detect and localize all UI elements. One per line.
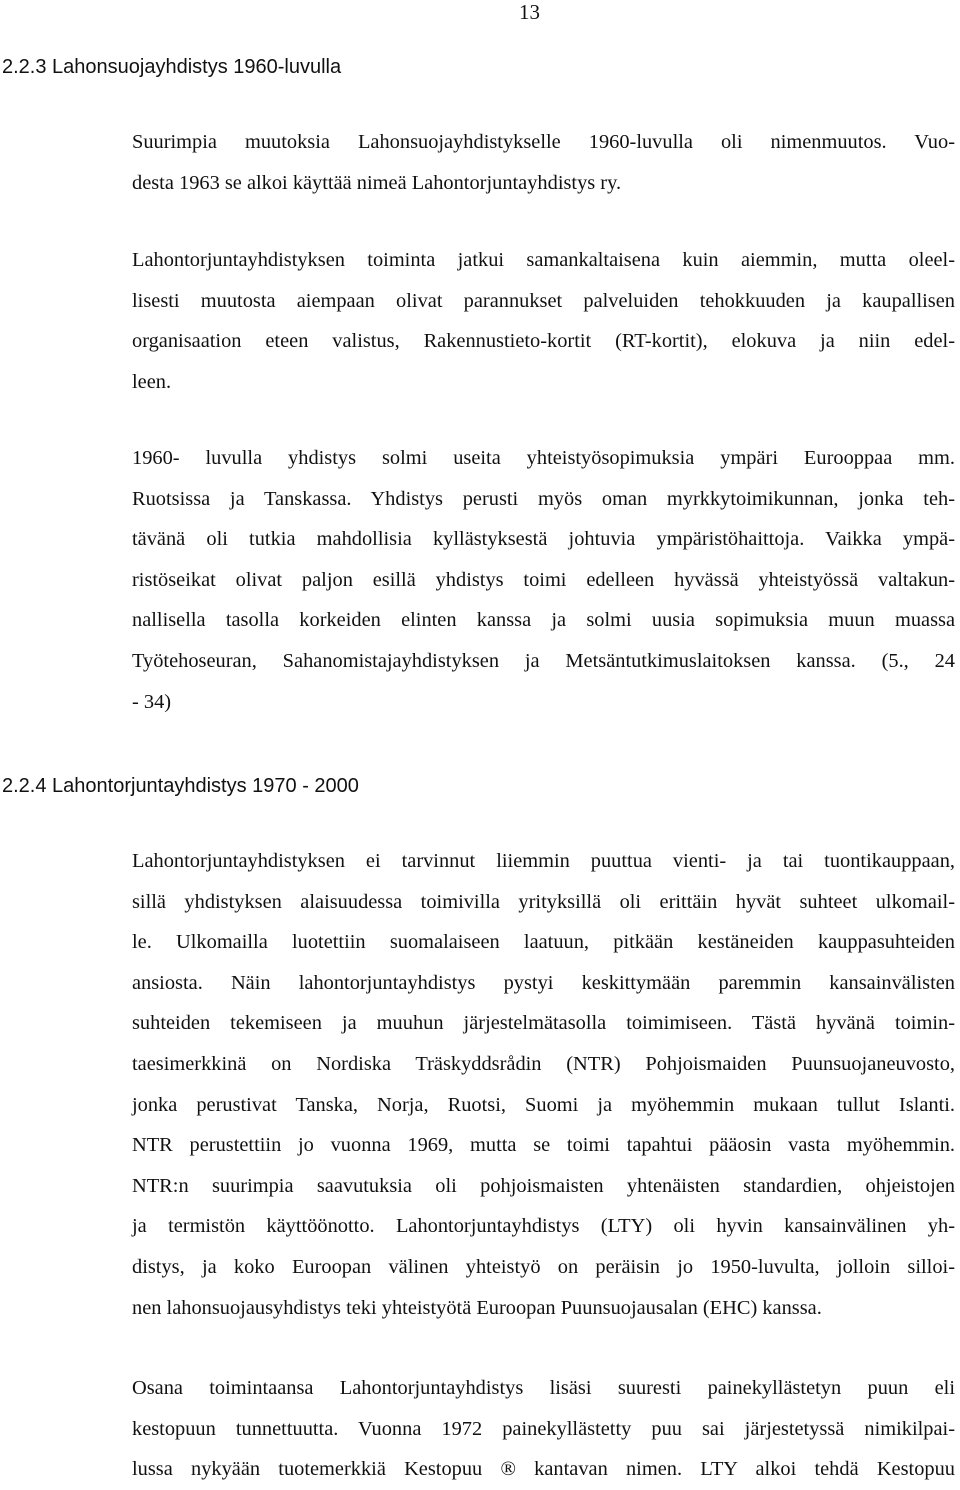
paragraph: [132, 122, 955, 203]
text-line: ja termistön käyttöönotto. Lahontorjuntayhdistys (LTY) oli hyvin kansainvälinen yh-: [132, 1215, 955, 1238]
section-heading-2-2-3: 2.2.3 Lahonsuojayhdistys 1960-luvulla: [2, 56, 342, 78]
text-line: organisaation eteen valistus, Rakennustieto-kortit (RT-kortit), elokuva ja niin edel-: [132, 330, 955, 353]
text-line: - 34): [132, 690, 172, 713]
page-number: 13: [519, 0, 540, 24]
text-line: ristöseikat olivat paljon esillä yhdistys toimi edelleen hyvässä yhteistyössä valtakun-: [132, 568, 955, 591]
text-line: jonka perustivat Tanska, Norja, Ruotsi, Suomi ja myöhemmin mukaan tullut Islanti.: [132, 1093, 955, 1116]
paragraph: [132, 438, 955, 722]
text-line: lussa nykyään tuotemerkkiä Kestopuu ® kantavan nimen. LTY alkoi tehdä Kestopuu: [132, 1458, 955, 1481]
text-line: ansiosta. Näin lahontorjuntayhdistys pystyi keskittymään paremmin kansainvälisten: [132, 971, 955, 994]
text-line: 1960- luvulla yhdistys solmi useita yhteistyösopimuksia ympäri Eurooppaa mm.: [132, 447, 955, 469]
text-line: sillä yhdistyksen alaisuudessa toimivilla yrityksillä oli erittäin hyvät suhteet ulkomail-: [132, 890, 955, 913]
text-line: Työtehoseuran, Sahanomistajayhdistyksen ja Metsäntutkimuslaitoksen kanssa. (5., 24: [132, 649, 955, 672]
text-line: Lahontorjuntayhdistyksen toiminta jatkui samankaltaisena kuin aiemmin, mutta oleel-: [132, 249, 955, 271]
text-line: desta 1963 se alkoi käyttää nimeä Lahontorjuntayhdistys ry.: [132, 171, 622, 194]
text-line: nen lahonsuojausyhdistys teki yhteistyötä Euroopan Puunsuojausalan (EHC) kanssa.: [132, 1296, 822, 1319]
text-line: le. Ulkomailla luotettiin suomalaiseen laatuun, pitkään kestäneiden kauppasuhteiden: [132, 931, 955, 954]
text-line: Suurimpia muutoksia Lahonsuojayhdistykselle 1960-luvulla oli nimenmuutos. Vuo-: [132, 131, 955, 153]
paragraph: [132, 240, 955, 402]
section-heading-2-2-4: 2.2.4 Lahontorjuntayhdistys 1970 - 2000: [2, 775, 359, 797]
text-line: Osana toimintaansa Lahontorjuntayhdistys lisäsi suuresti painekyllästetyn puun eli: [132, 1377, 955, 1399]
text-line: suhteiden tekemiseen ja muuhun järjestelmätasolla toimimiseen. Tästä hyvänä toimin-: [132, 1012, 955, 1035]
text-line: NTR perustettiin jo vuonna 1969, mutta se toimi tapahtui pääosin vasta myöhemmin.: [132, 1134, 955, 1157]
paragraph: [132, 841, 955, 1328]
text-line: tävänä oli tutkia mahdollisia kyllästyksestä johtuvia ympäristöhaittoja. Vaikka ympä-: [132, 528, 955, 551]
text-line: distys, ja koko Euroopan välinen yhteistyö on peräisin jo 1950-luvulta, jolloin silloi-: [132, 1255, 955, 1278]
text-line: leen.: [132, 370, 172, 393]
paragraph: [132, 1368, 955, 1490]
text-line: Lahontorjuntayhdistyksen ei tarvinnut liiemmin puuttua vienti- ja tai tuontikauppaan,: [132, 850, 955, 872]
text-line: lisesti muutosta aiempaan olivat parannukset palveluiden tehokkuuden ja kaupallisen: [132, 289, 955, 312]
text-line: kestopuun tunnettuutta. Vuonna 1972 painekyllästetty puu sai järjestetyssä nimikilpai-: [132, 1417, 955, 1440]
text-line: taesimerkkinä on Nordiska Träskyddsrådin (NTR) Pohjoismaiden Puunsuojaneuvosto,: [132, 1052, 955, 1075]
text-line: nallisella tasolla korkeiden elinten kanssa ja solmi uusia sopimuksia muun muassa: [132, 609, 955, 632]
text-line: NTR:n suurimpia saavutuksia oli pohjoismaisten yhtenäisten standardien, ohjeistojen: [132, 1174, 955, 1197]
text-line: Ruotsissa ja Tanskassa. Yhdistys perusti myös oman myrkkytoimikunnan, jonka teh-: [132, 487, 955, 510]
